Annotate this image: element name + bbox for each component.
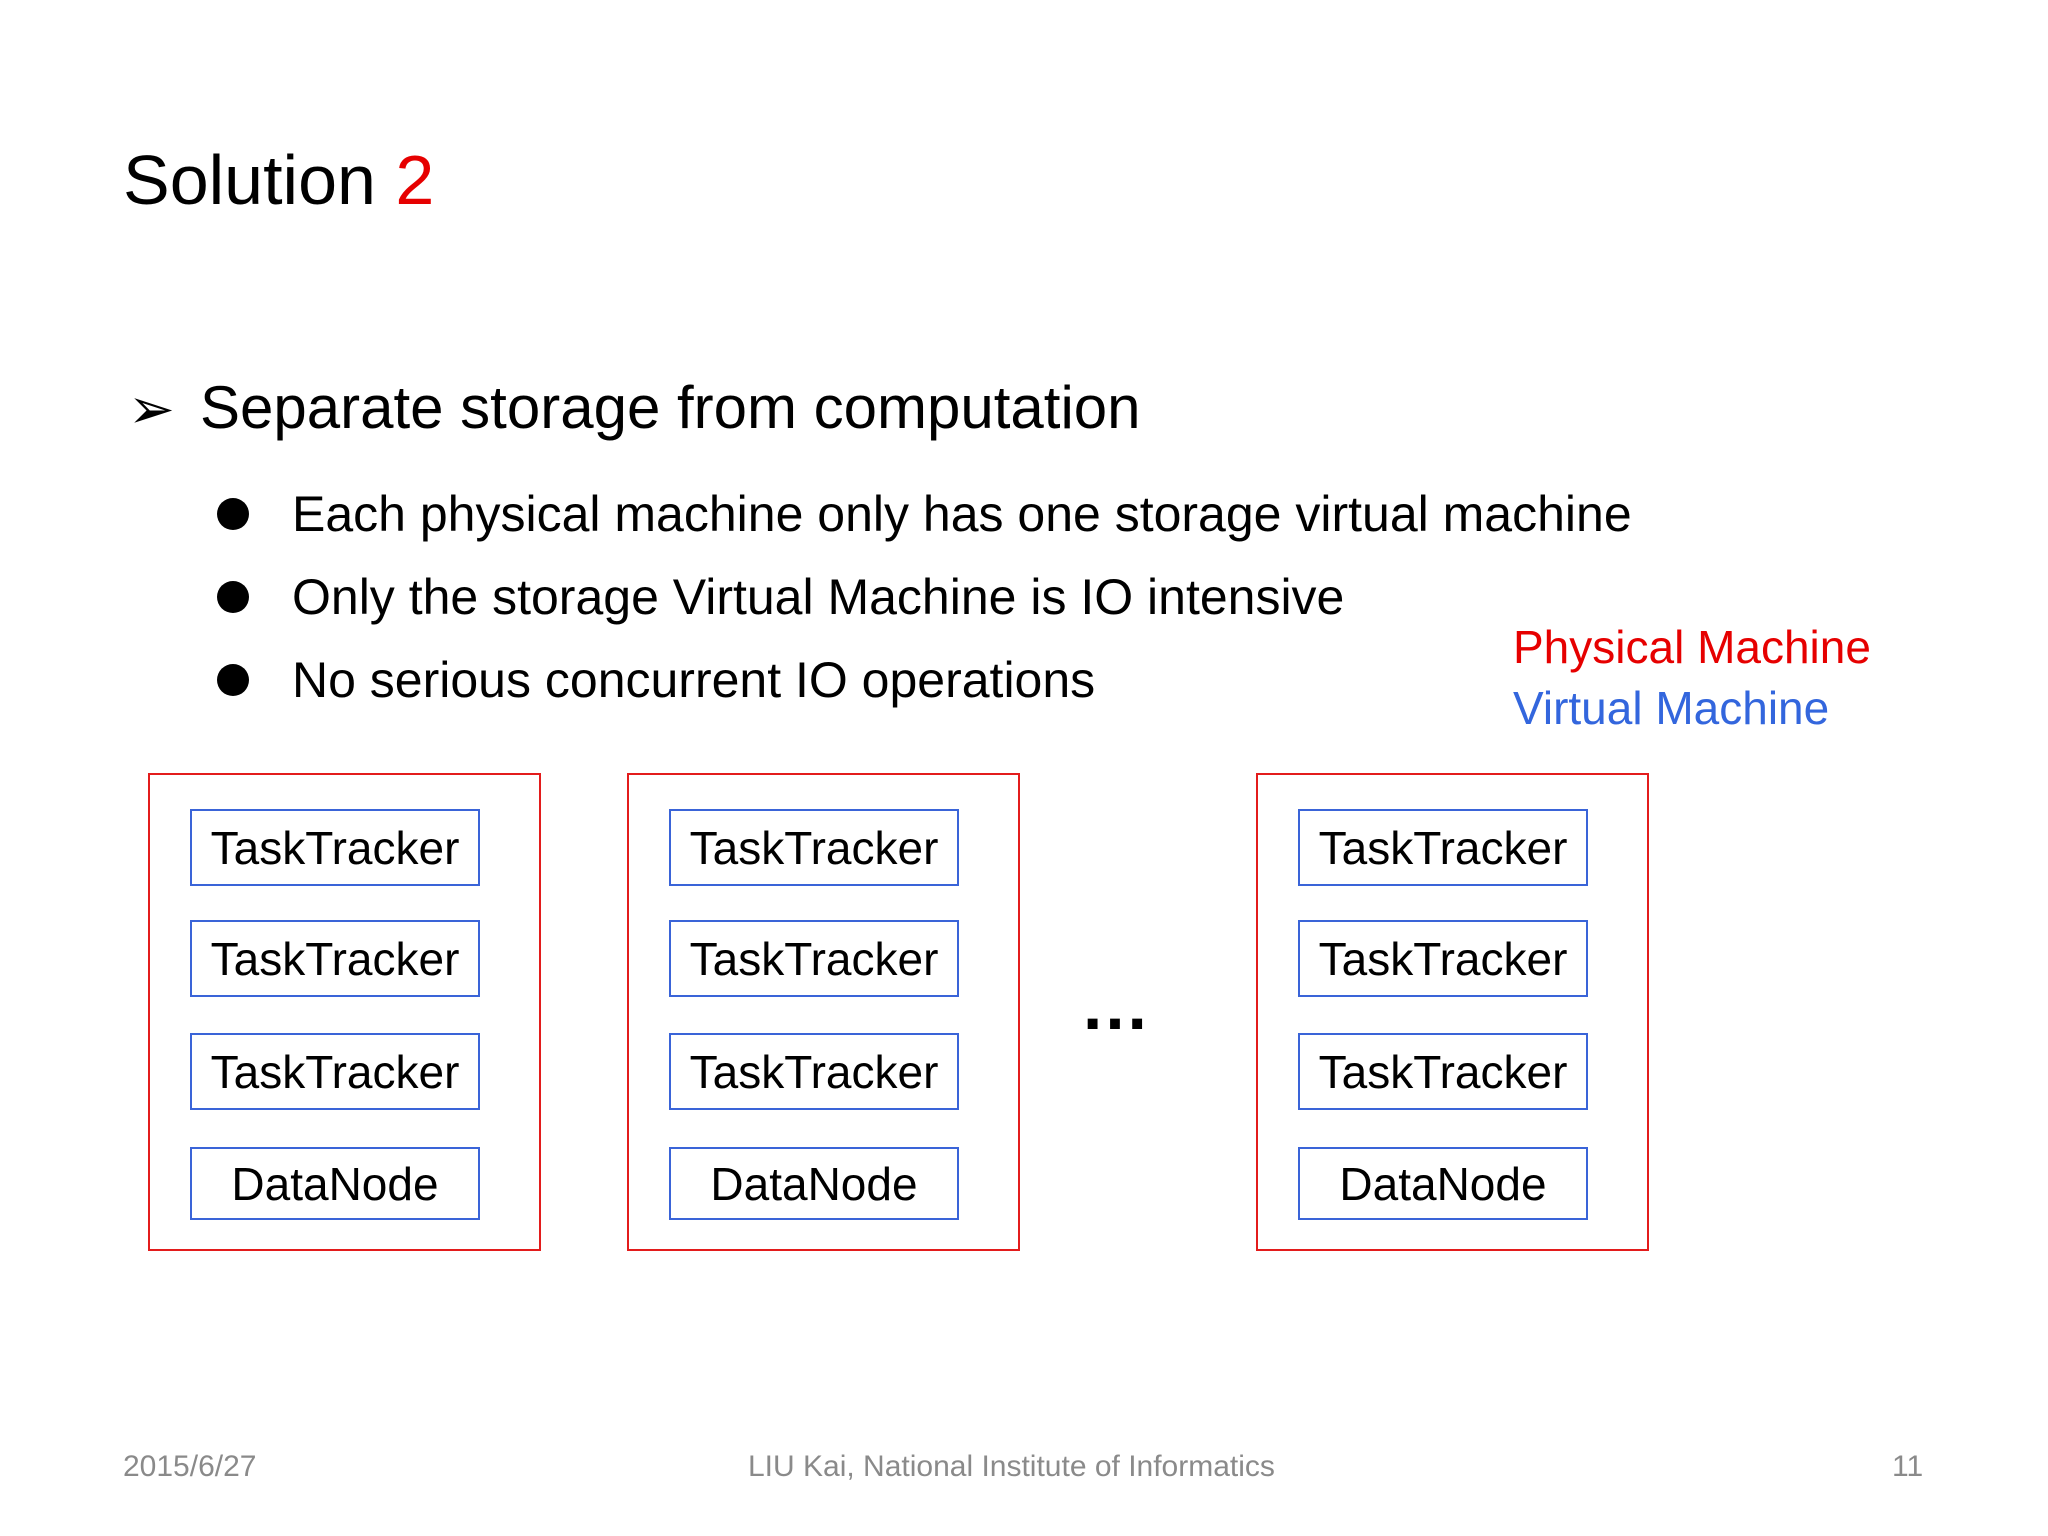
virtual-machine-box: DataNode xyxy=(190,1147,480,1220)
sub-bullet-list xyxy=(215,472,1632,721)
sub-bullet-text: Each physical machine only has one storage virtual machine xyxy=(292,485,1632,542)
virtual-machine-box: TaskTracker xyxy=(190,1033,480,1110)
sub-bullet-text: No serious concurrent IO operations xyxy=(292,651,1096,708)
title-accent: 2 xyxy=(395,141,435,219)
sub-bullet-text: Only the storage Virtual Machine is IO intensive xyxy=(292,568,1345,625)
physical-machine-box xyxy=(627,773,1020,1251)
virtual-machine-box: TaskTracker xyxy=(669,809,959,886)
physical-machine-box xyxy=(148,773,541,1251)
legend xyxy=(1513,617,1871,739)
bullet-dot-icon xyxy=(217,664,249,696)
title-main: Solution xyxy=(123,141,396,219)
main-bullet xyxy=(128,374,1141,441)
sub-bullet-item xyxy=(215,638,1632,721)
slide-title xyxy=(123,141,435,219)
virtual-machine-box: TaskTracker xyxy=(190,809,480,886)
footer-page-number: 11 xyxy=(1892,1450,1924,1483)
bullet-dot-icon xyxy=(217,581,249,613)
main-bullet-text: Separate storage from computation xyxy=(200,374,1141,441)
sub-bullet-item xyxy=(215,555,1632,638)
physical-machine-box xyxy=(1256,773,1649,1251)
virtual-machine-box: TaskTracker xyxy=(1298,809,1588,886)
virtual-machine-box: TaskTracker xyxy=(669,920,959,997)
arrow-bullet-icon: ➢ xyxy=(128,377,175,440)
legend-virtual-machine: Virtual Machine xyxy=(1513,682,1830,734)
virtual-machine-box: TaskTracker xyxy=(190,920,480,997)
legend-physical-machine: Physical Machine xyxy=(1513,621,1871,673)
sub-bullet-item xyxy=(215,472,1632,555)
footer-date: 2015/6/27 xyxy=(123,1450,257,1483)
footer-author: LIU Kai, National Institute of Informatics xyxy=(748,1450,1275,1483)
virtual-machine-box: DataNode xyxy=(669,1147,959,1220)
virtual-machine-box: TaskTracker xyxy=(669,1033,959,1110)
virtual-machine-box: TaskTracker xyxy=(1298,920,1588,997)
virtual-machine-box: TaskTracker xyxy=(1298,1033,1588,1110)
virtual-machine-box: DataNode xyxy=(1298,1147,1588,1220)
ellipsis: … xyxy=(1080,966,1152,1044)
bullet-dot-icon xyxy=(217,498,249,530)
